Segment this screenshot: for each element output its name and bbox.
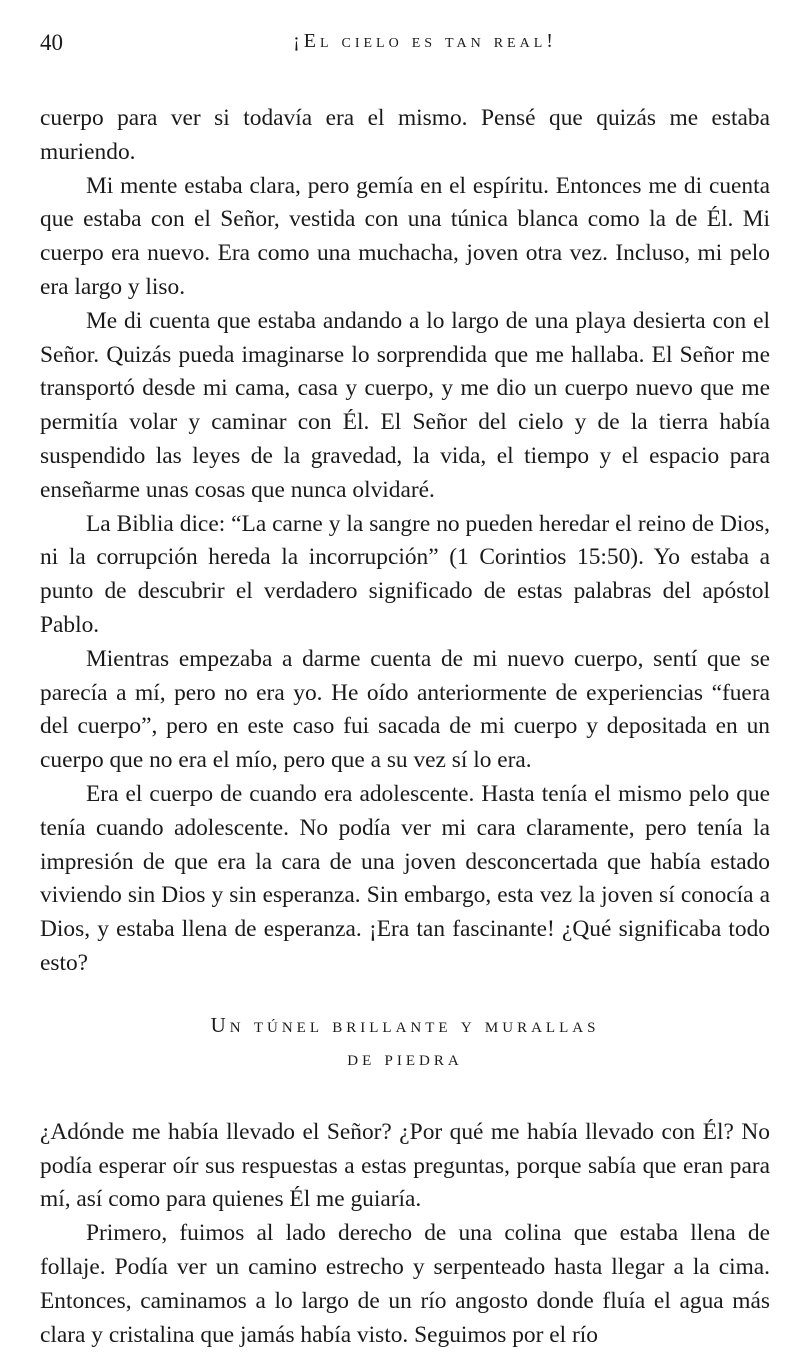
paragraph: Me di cuenta que estaba andando a lo largo de una playa desierta con el Señor. Quizás pueda imaginarse lo sorprendida que me hallaba. El Señor me transportó desde mi cama, casa y cuerpo, y me dio un cuerpo nuevo que me permitía volar y caminar con Él. El Señor del cielo y de la tierra había suspendido las leyes de la gravedad, la vida, el tiempo y el espacio para enseñarme unas cosas que nunca olvidaré. <box>40 307 770 503</box>
paragraph: Mientras empezaba a darme cuenta de mi nuevo cuerpo, sentí que se parecía a mí, pero no era yo. He oído anteriormente de experiencias “fuera del cuerpo”, pero en este caso fui sacada de mi cuerpo y depositada en un cuerpo que no era el mío, pero que a su vez sí lo era. <box>40 645 770 774</box>
page-header <box>40 30 770 60</box>
paragraph: Era el cuerpo de cuando era adolescente. Hasta tenía el mismo pelo que tenía cuando adolescente. No podía ver mi cara claramente, pero tenía la impresión de que era la cara de una joven desconcertada que había estado viviendo sin Dios y sin esperanza. Sin embargo, esta vez la joven sí conocía a Dios, y estaba llena de esperanza. ¡Era tan fascinante! ¿Qué significaba todo esto? <box>40 780 770 976</box>
paragraph: ¿Adónde me había llevado el Señor? ¿Por qué me había llevado con Él? No podía esperar oír sus respuestas a estas preguntas, porque sabía que eran para mí, así como para quienes Él me guiaría. <box>40 1118 770 1213</box>
paragraph: La Biblia dice: “La carne y la sangre no pueden heredar el reino de Dios, ni la corrupción hereda la incorrupción” (1 Corintios 15:50). Yo estaba a punto de descubrir el verdadero significado de estas palabras del apóstol Pablo. <box>40 510 770 638</box>
section-heading <box>40 1009 770 1075</box>
paragraph: Primero, fuimos al lado derecho de una colina que estaba llena de follaje. Podía ver un camino estrecho y serpenteado hasta llegar a la cima. Entonces, caminamos a lo largo de un río angosto donde fluía el agua más clara y cristalina que jamás había visto. Seguimos por el río <box>40 1220 770 1348</box>
section-heading-line: de piedra <box>347 1045 463 1070</box>
body-text <box>40 102 770 1352</box>
page-number: 40 <box>40 30 63 55</box>
paragraph: Mi mente estaba clara, pero gemía en el espíritu. Entonces me di cuenta que estaba con el Señor, vestida con una túnica blanca como la de Él. Mi cuerpo era nuevo. Era como una muchacha, joven otra vez. Incluso, mi pelo era largo y liso. <box>40 172 770 300</box>
section-heading-line: Un túnel brillante y murallas <box>210 1012 600 1037</box>
running-head: ¡El cielo es tan real! <box>293 30 557 52</box>
paragraph: cuerpo para ver si todavía era el mismo. Pensé que quizás me estaba muriendo. <box>40 105 770 165</box>
